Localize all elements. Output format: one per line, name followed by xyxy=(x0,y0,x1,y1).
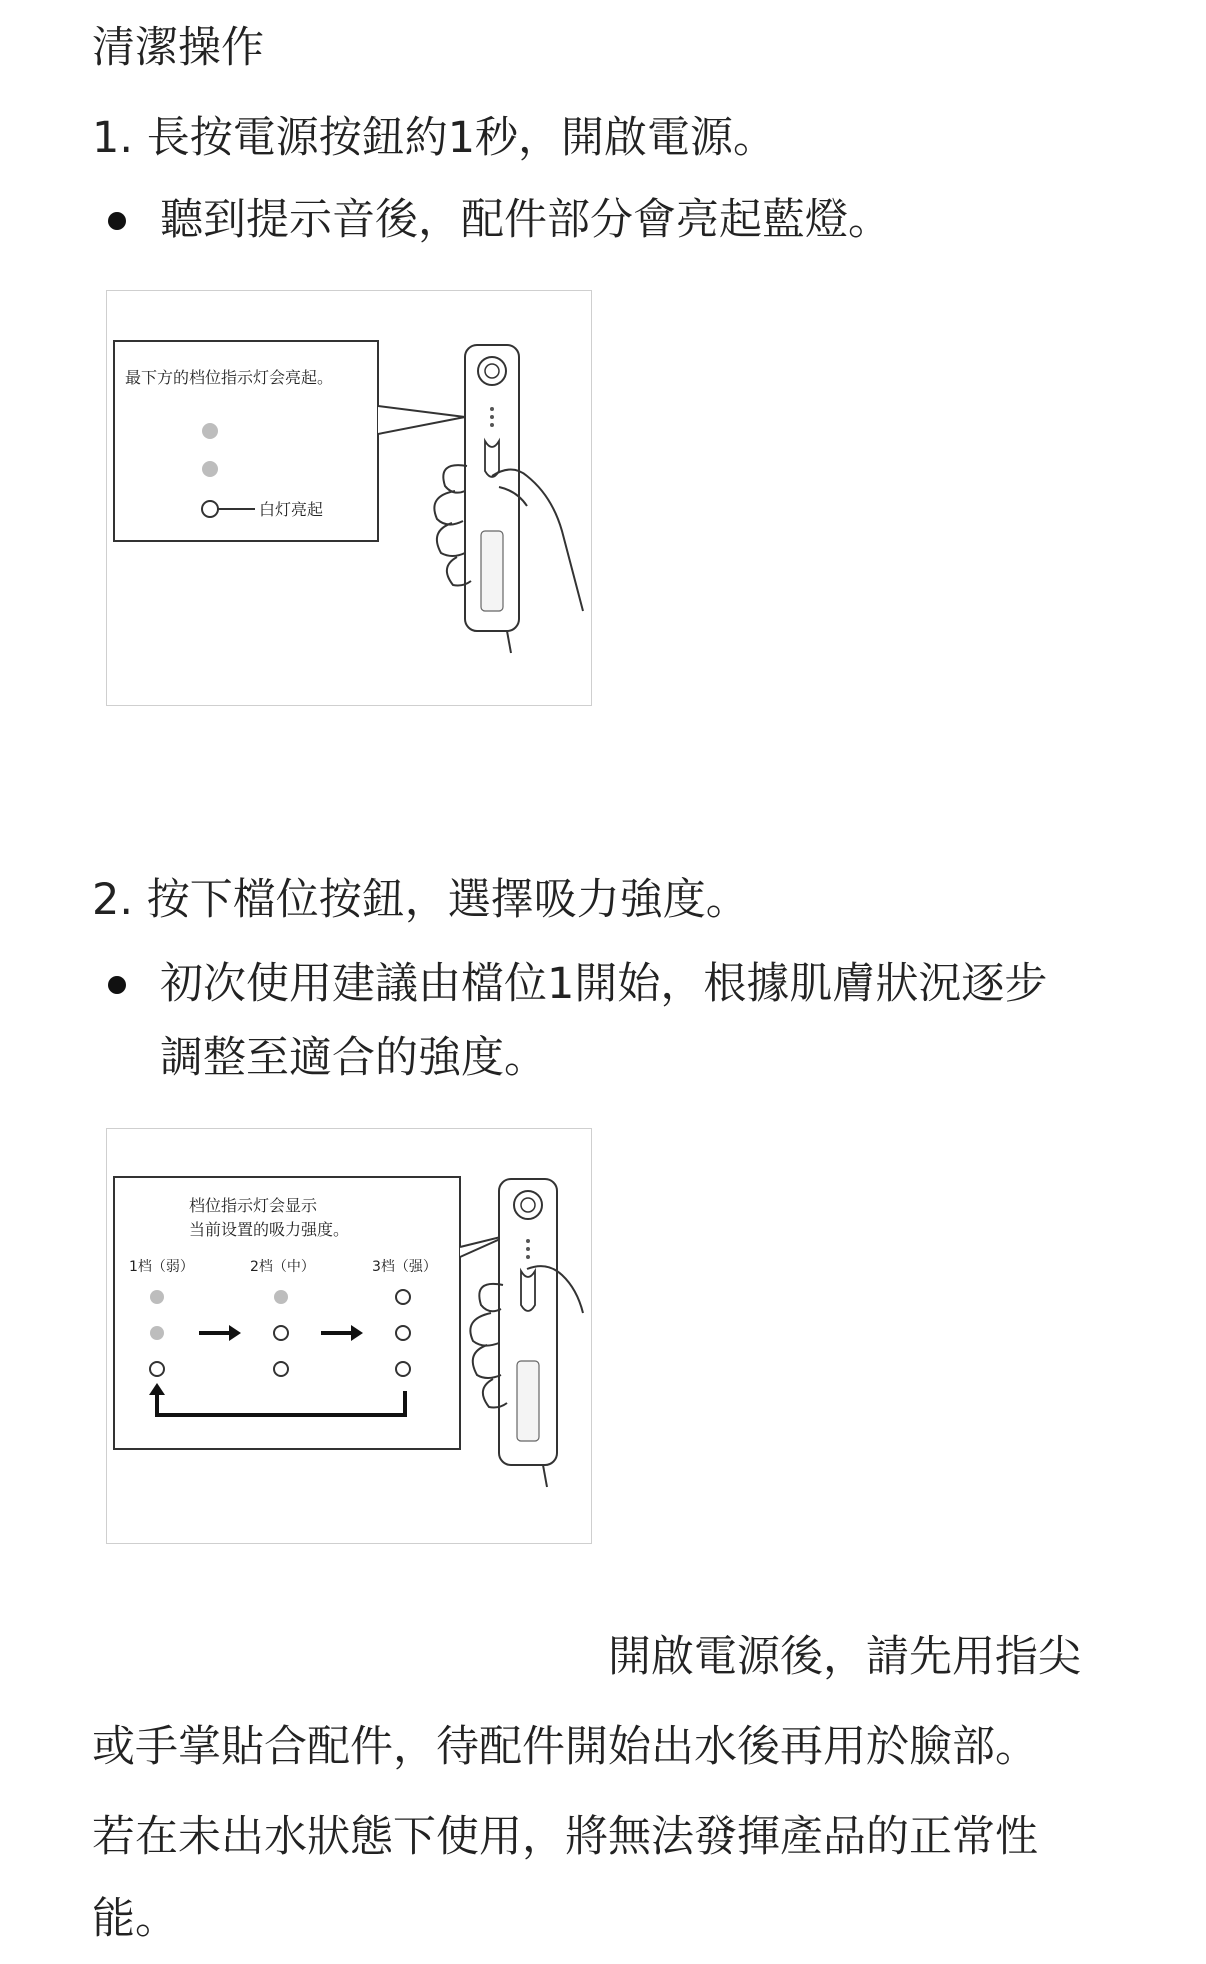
note-line-2: 或手掌貼合配件，待配件開始出水後再用於臉部。 xyxy=(92,1722,1038,1772)
note-line-4: 能。 xyxy=(92,1894,178,1944)
indicator-light-icon xyxy=(150,1326,164,1340)
callout-caption-line-2: 当前设置的吸力强度。 xyxy=(189,1220,350,1239)
indicator-light-icon xyxy=(150,1290,164,1304)
indicator-light-icon xyxy=(396,1362,410,1376)
indicator-light-icon xyxy=(396,1326,410,1340)
callout-caption: 最下方的档位指示灯会亮起。 xyxy=(125,368,334,387)
callout-pointer xyxy=(378,406,465,434)
device-icon xyxy=(499,1179,557,1487)
bullet-dot xyxy=(108,212,126,230)
step-2-text: 2. 按下檔位按鈕，選擇吸力強度。 xyxy=(92,875,749,925)
indicator-light-icon xyxy=(274,1362,288,1376)
step-1-text: 1. 長按電源按鈕約1秒，開啟電源。 xyxy=(92,113,777,163)
indicator-light-icon xyxy=(274,1326,288,1340)
section-title: 清潔操作 xyxy=(92,23,264,73)
level-3-label: 3档（强） xyxy=(372,1259,437,1275)
indicator-light-icon xyxy=(274,1290,288,1304)
figure-suction-levels-illustration xyxy=(107,1129,591,1543)
note-line-3: 若在未出水狀態下使用，將無法發揮產品的正常性 xyxy=(92,1812,1038,1862)
indicator-light-icon xyxy=(202,423,218,439)
note-line-1: 開啟電源後，請先用指尖 xyxy=(608,1632,1081,1682)
level-2-label: 2档（中） xyxy=(250,1259,315,1275)
callout-caption-line-1: 档位指示灯会显示 xyxy=(189,1196,318,1215)
step-1-bullet: 聽到提示音後，配件部分會亮起藍燈。 xyxy=(160,195,891,245)
level-1-label: 1档（弱） xyxy=(129,1259,194,1275)
bullet-dot xyxy=(108,976,126,994)
step-2-bullet-line-1: 初次使用建議由檔位1開始，根據肌膚狀況逐步 xyxy=(160,959,1048,1009)
figure-suction-levels xyxy=(106,1128,592,1544)
callout-box xyxy=(114,1177,460,1449)
step-2-bullet-line-2: 調整至適合的強度。 xyxy=(160,1033,547,1083)
indicator-light-icon xyxy=(150,1362,164,1376)
indicator-light-icon xyxy=(202,461,218,477)
figure-power-on-illustration xyxy=(107,291,591,705)
indicator-light-icon xyxy=(202,501,218,517)
light-label: 白灯亮起 xyxy=(259,500,324,519)
figure-power-on xyxy=(106,290,592,706)
indicator-light-icon xyxy=(396,1290,410,1304)
device-icon xyxy=(465,345,519,653)
